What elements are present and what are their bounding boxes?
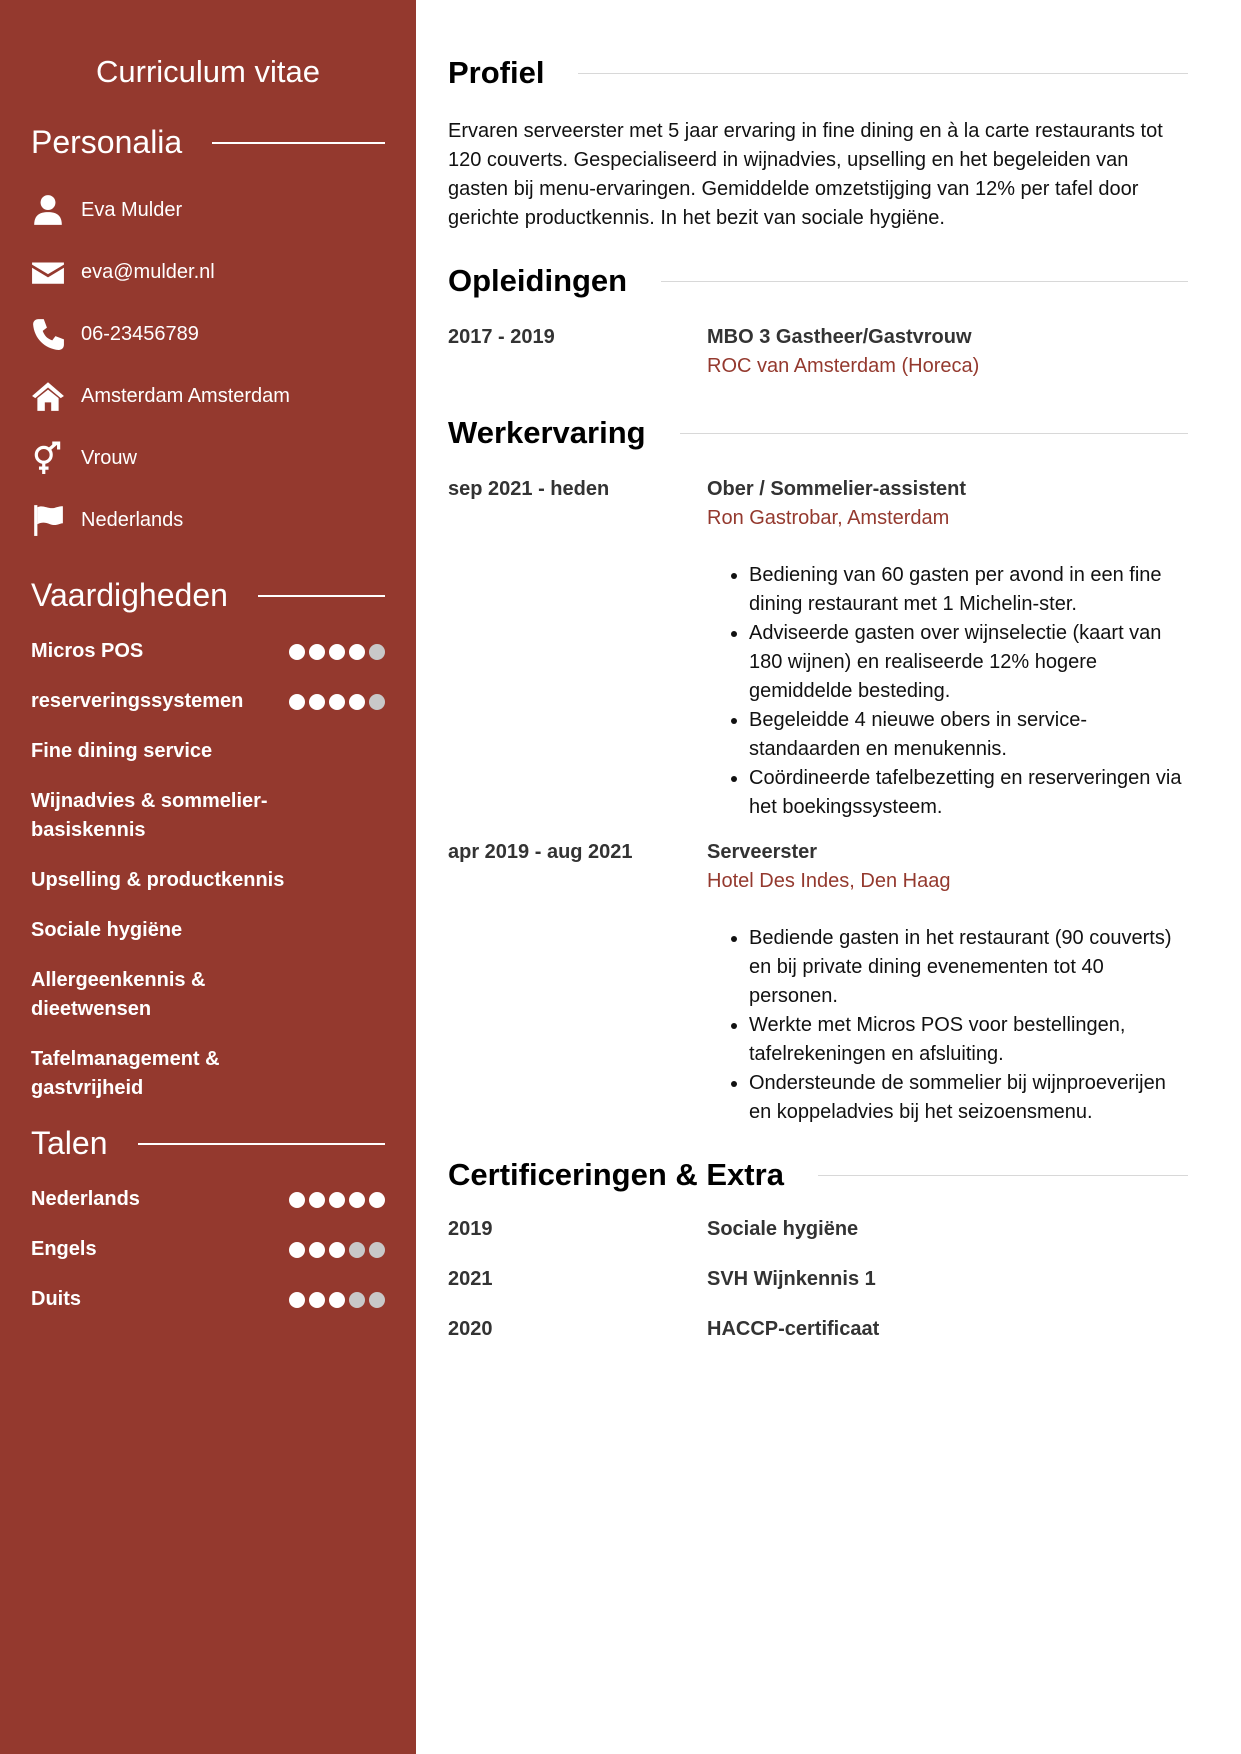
section-divider [212,142,385,144]
skills-heading: Vaardigheden [31,577,228,613]
level-dot-filled [289,694,305,710]
profile-section [448,0,1188,233]
level-dot-filled [289,1292,305,1308]
experience-list [448,475,1188,1127]
entry-org: Ron Gastrobar, Amsterdam [707,507,950,529]
entry-title: Ober / Sommelier-assistent [707,478,966,500]
experience-section [448,415,1188,1127]
contact-list [31,179,385,551]
level-dot-filled [329,1242,345,1258]
skill-list [31,630,385,1117]
certs-header [448,1157,1188,1193]
entry-body [707,323,1188,381]
contact-text: 06-23456789 [81,322,199,345]
envelope-icon [31,255,81,289]
section-divider [661,281,1188,282]
language-list [31,1178,385,1328]
language-row-name: Engels [31,1238,97,1260]
skill-row-name: Tafelmanagement & gastvrijheid [31,1048,220,1099]
certs-section [448,1157,1188,1365]
level-dot-filled [289,644,305,660]
level-dots [289,1242,385,1258]
experience-heading: Werkervaring [448,415,646,450]
sidebar [0,0,416,1754]
entry-title: MBO 3 Gastheer/Gastvrouw [707,326,972,348]
skill-row-name: Micros POS [31,640,144,662]
level-dots [289,694,385,710]
languages-heading: Talen [31,1125,108,1161]
section-divider [680,433,1188,434]
skill-row-name: Fine dining service [31,740,213,762]
profile-header [448,55,1188,91]
cv-title: Curriculum vitae [96,54,320,89]
contact-nationality [31,489,385,551]
language-row [31,1178,385,1228]
bullet-item: • Adviseerde gasten over wijnselectie (kaart van 180 wijnen) en realiseerde 12% hogere gemiddelde besteding. [749,619,1188,706]
cert-list [448,1215,1188,1365]
skills-header [31,577,385,614]
cert-title: HACCP-certificaat [707,1318,880,1340]
entry-body [707,838,1188,1127]
cert-title: SVH Wijnkennis 1 [707,1268,876,1290]
level-dots [289,1192,385,1208]
bullet-item: • Ondersteunde de sommelier bij wijnproeverijen en koppeladvies bij het seizoensmenu. [749,1069,1188,1127]
level-dot-filled [309,1292,325,1308]
skill-row [31,630,385,680]
gender-icon [31,441,81,475]
cert-row [448,1215,1188,1265]
skill-row [31,859,385,909]
level-dot-filled [309,694,325,710]
level-dot-empty [369,1242,385,1258]
experience-entry [448,838,1188,1127]
contact-text: Nederlands [81,508,184,531]
level-dots [289,644,385,660]
skill-row-name: Wijnadvies & sommelier-basiskennis [31,790,268,841]
flag-icon [31,503,81,537]
contact-phone [31,303,385,365]
level-dot-filled [329,1292,345,1308]
language-row-name: Nederlands [31,1188,140,1210]
language-row [31,1228,385,1278]
level-dot-empty [369,644,385,660]
level-dot-filled [289,1242,305,1258]
section-divider [818,1175,1188,1176]
cert-date: 2020 [448,1318,493,1340]
user-icon [31,193,81,227]
level-dot-filled [329,644,345,660]
entry-body [707,475,1188,822]
experience-header [448,415,1188,451]
section-divider [258,595,385,597]
bullet-item: • Begeleidde 4 nieuwe obers in service-standaarden en menukennis. [749,706,1188,764]
skill-row-name: Allergeenkennis & dieetwensen [31,969,206,1020]
education-section [448,263,1188,381]
cert-date: 2019 [448,1218,493,1240]
bullet-list [707,924,1188,1127]
skill-row [31,1038,385,1117]
contact-address [31,365,385,427]
bullet-item: • Coördineerde tafelbezetting en reserveringen via het boekingssysteem. [749,764,1188,822]
level-dot-filled [369,1192,385,1208]
contact-email [31,241,385,303]
bullet-list [707,561,1188,822]
section-divider [138,1143,386,1145]
level-dot-empty [349,1292,365,1308]
skill-row [31,959,385,1038]
level-dot-filled [309,1192,325,1208]
language-row-name: Duits [31,1288,81,1310]
entry-org: Hotel Des Indes, Den Haag [707,870,951,892]
education-heading: Opleidingen [448,263,628,298]
level-dot-filled [329,694,345,710]
level-dots [289,1292,385,1308]
contact-gender [31,427,385,489]
contact-text: Amsterdam Amsterdam [81,384,290,407]
entry-date: apr 2019 - aug 2021 [448,841,633,863]
education-entry [448,323,1188,381]
level-dot-empty [349,1242,365,1258]
profile-text: Ervaren serveerster met 5 jaar ervaring in fine dining en à la carte restaurants tot 120 couverts. Gespecialiseerd in wijnadvies, upselling en het begeleiden van gasten bij menu-ervaringen. Gemiddelde omzetstijging van 12% per tafel door gerichte productkennis. In het bezit van sociale hygiëne. [448,120,1163,229]
level-dot-filled [309,644,325,660]
entry-date: 2017 - 2019 [448,326,555,348]
bullet-item: • Bediening van 60 gasten per avond in een fine dining restaurant met 1 Michelin-ster. [749,561,1188,619]
contact-text: Eva Mulder [81,198,183,221]
level-dot-filled [349,1192,365,1208]
contact-text[interactable]: eva@mulder.nl [81,260,215,283]
level-dot-empty [369,694,385,710]
bullet-item: • Bediende gasten in het restaurant (90 couverts) en bij private dining evenementen tot 40 personen. [749,924,1188,1011]
level-dot-filled [309,1242,325,1258]
cert-date: 2021 [448,1268,493,1290]
cert-row [448,1315,1188,1365]
entry-title: Serveerster [707,841,818,863]
phone-icon [31,317,81,351]
entry-date: sep 2021 - heden [448,478,610,500]
level-dot-filled [329,1192,345,1208]
skill-row [31,730,385,780]
cert-row [448,1265,1188,1315]
bullet-item: • Werkte met Micros POS voor bestellingen, tafelrekeningen en afsluiting. [749,1011,1188,1069]
level-dot-empty [369,1292,385,1308]
section-divider [578,73,1188,74]
certs-heading: Certificeringen & Extra [448,1157,784,1192]
languages-header [31,1125,385,1162]
education-header [448,263,1188,299]
main-content [448,0,1188,1365]
cert-title: Sociale hygiëne [707,1218,859,1240]
language-row [31,1278,385,1328]
level-dot-filled [289,1192,305,1208]
personalia-header [31,124,385,161]
skills-section [31,577,385,1117]
skill-row-name: reserveringssystemen [31,690,244,712]
skill-row [31,780,385,859]
home-icon [31,379,81,413]
skill-row-name: Sociale hygiëne [31,919,183,941]
skill-row [31,680,385,730]
skill-row [31,909,385,959]
personalia-heading: Personalia [31,124,183,160]
profile-heading: Profiel [448,55,545,90]
contact-name [31,179,385,241]
contact-text: Vrouw [81,446,137,469]
experience-entry [448,475,1188,822]
languages-section [31,1125,385,1328]
skill-row-name: Upselling & productkennis [31,869,285,891]
level-dot-filled [349,644,365,660]
level-dot-filled [349,694,365,710]
entry-org: ROC van Amsterdam (Horeca) [707,355,980,377]
